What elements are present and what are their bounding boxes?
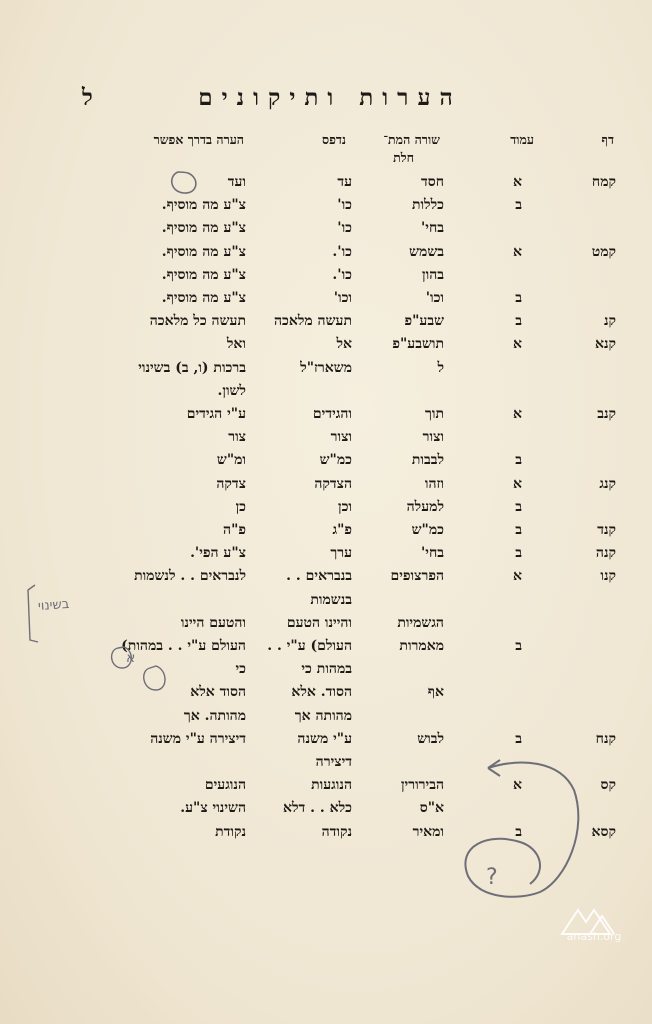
table-cell-note: העולם ע"י . . במהות) [121, 638, 246, 654]
table-cell-note: הסוד אלא [190, 684, 246, 701]
table-cell-line: בחי' [421, 220, 444, 237]
table-cell-amud: ב [515, 522, 522, 538]
table-cell-line: בחי' [421, 545, 444, 562]
table-cell-daf: קמח [591, 174, 616, 190]
table-cell-line: כמ"ש [411, 522, 444, 538]
table-cell-amud: א [513, 406, 522, 422]
table-cell-note: נקודת [215, 823, 246, 840]
table-cell-line: ומאיר [412, 823, 444, 840]
table-cell-line: חסד [421, 174, 444, 190]
table-cell-line: מאמרות [399, 638, 444, 654]
table-cell-printed: ע"י משנה [297, 730, 352, 747]
table-cell-note: צדקה [216, 475, 246, 492]
pencil-mark-letter: א [126, 650, 136, 666]
table-cell-note: צור [228, 429, 246, 446]
table-cell-printed: כו'. [332, 243, 352, 260]
table-cell-line: שבע"פ [404, 313, 444, 330]
table-cell-amud: א [513, 475, 522, 492]
table-cell-line: הפרצופים [390, 568, 444, 585]
table-cell-printed: כלא . . דלא [282, 800, 352, 817]
pencil-arrow-loop [465, 763, 578, 897]
arrow-head-icon [488, 760, 500, 776]
table-cell-amud: א [513, 174, 522, 190]
table-cell-daf: קס [600, 777, 616, 794]
column-header-daf: דף [601, 132, 614, 147]
table-cell-amud: ב [515, 452, 522, 469]
pencil-circle-mark [172, 172, 196, 193]
table-cell-daf: קנה [595, 545, 616, 562]
table-cell-printed: אל [336, 336, 352, 353]
table-cell-line: למעלה [406, 498, 444, 515]
table-cell-amud: ב [515, 638, 522, 654]
table-cell-printed: כו' [337, 197, 352, 214]
table-cell-printed: מהותה אך [294, 707, 352, 724]
column-header-note: הערה בדרך אפשר [153, 132, 244, 147]
table-cell-note: צ"ע מה מוסיף. [161, 220, 246, 237]
table-cell-note: דיצירה ע"י משנה [150, 730, 246, 747]
table-cell-line: וצור [422, 429, 444, 446]
pencil-margin-note: בשינוי [37, 596, 70, 615]
table-cell-amud: א [513, 243, 522, 260]
table-cell-line: וכו' [425, 290, 444, 306]
table-cell-amud: ב [515, 313, 522, 330]
table-cell-daf: קנב [597, 406, 616, 422]
table-cell-note: השינוי צ"ע. [180, 800, 246, 817]
table-cell-line: וזהו [424, 475, 444, 492]
table-cell-printed: בנשמות [310, 591, 352, 608]
table-cell-daf: קנו [600, 568, 616, 585]
table-cell-amud: ב [515, 545, 522, 562]
table-cell-printed: וצור [330, 429, 352, 446]
watermark-text: anash.org [566, 930, 622, 943]
table-cell-printed: נקודה [321, 823, 352, 840]
page-number-letter: ל [82, 84, 93, 111]
table-cell-amud: ב [515, 730, 522, 747]
table-cell-note: צ"ע מה מוסיף. [161, 197, 246, 214]
table-cell-daf: קנח [595, 730, 616, 747]
table-cell-printed: העולם) ע"י . . [267, 638, 352, 654]
table-cell-printed: במהות כי [301, 661, 352, 678]
table-cell-amud: ב [515, 290, 522, 306]
table-cell-printed: והגידים [312, 406, 352, 422]
table-cell-note: ברכות (ו, ב) בשינוי [138, 359, 246, 376]
table-cell-printed: עד [337, 174, 352, 190]
pencil-bracket [28, 585, 38, 642]
table-cell-printed: והיינו הטעם [286, 614, 352, 631]
table-cell-note: צ"ע מה מוסיף. [161, 243, 246, 260]
table-cell-note: צ"ע הפי'. [190, 545, 246, 562]
table-cell-line: הבירורין [400, 777, 444, 794]
table-cell-note: צ"ע מה מוסיף. [161, 290, 246, 306]
table-cell-printed: דיצירה [315, 754, 352, 770]
table-cell-printed: ערך [330, 545, 352, 562]
table-cell-line: כללות [411, 197, 444, 214]
table-cell-amud: א [513, 336, 522, 353]
table-cell-note: ומ"ש [216, 452, 246, 469]
table-cell-line: לבוש [417, 730, 444, 747]
table-cell-printed: משארז"ל [300, 359, 352, 376]
table-cell-line: בהון [422, 266, 444, 283]
table-cell-line: בשמש [409, 243, 444, 260]
table-cell-note: הנוגעים [204, 777, 246, 794]
table-cell-daf: קנ [603, 313, 616, 330]
table-cell-printed: תעשה מלאכה [273, 313, 352, 330]
table-cell-amud: א [513, 777, 522, 794]
table-cell-note: כן [235, 498, 246, 515]
table-cell-daf: קנד [597, 522, 616, 538]
column-header-line: שורה המת־ [383, 132, 440, 147]
page-title: הערות ותיקונים [198, 84, 462, 111]
table-cell-note: והטעם היינו [180, 614, 246, 631]
column-header-amud: עמוד [510, 132, 534, 147]
table-cell-daf: קנא [594, 336, 616, 353]
table-cell-note: פ"ה [223, 522, 246, 538]
table-cell-note: מהותה. אך [183, 707, 246, 724]
table-cell-printed: פ"ג [332, 522, 352, 538]
table-cell-note: כי [235, 661, 246, 678]
table-cell-note: צ"ע מה מוסיף. [161, 266, 246, 283]
table-cell-note: תעשה כל מלאכה [149, 313, 246, 330]
table-cell-note: ע"י הגידים [186, 406, 246, 422]
table-cell-line: א"ס [419, 800, 444, 817]
table-cell-note: ועד [227, 174, 246, 190]
table-cell-daf: קמט [591, 243, 616, 260]
table-cell-printed: וכן [338, 498, 352, 515]
table-cell-printed: כמ"ש [319, 452, 352, 469]
table-cell-daf: קסא [591, 823, 616, 840]
table-cell-daf: קנג [599, 475, 616, 492]
table-cell-line: ל [437, 359, 444, 376]
table-cell-printed: הצדקה [314, 475, 352, 492]
table-cell-amud: א [513, 568, 522, 585]
table-cell-line: תושבע"פ [392, 336, 444, 353]
table-cell-amud: ב [515, 823, 522, 840]
table-cell-printed: הנוגעות [311, 777, 352, 794]
table-cell-line: לבבות [411, 452, 444, 469]
table-cell-printed: וכו' [333, 290, 352, 306]
table-cell-printed: כו' [337, 220, 352, 237]
column-header-line-cont: חלת [393, 150, 414, 165]
table-cell-note: ואל [226, 336, 246, 353]
table-cell-printed: כו'. [332, 266, 352, 283]
table-cell-line: תוך [425, 406, 444, 422]
table-cell-printed: בנבראים . . [286, 568, 352, 585]
table-cell-amud: ב [515, 197, 522, 214]
pencil-circle-mark-3 [144, 666, 165, 690]
table-cell-printed: הסוד. אלא [291, 684, 352, 701]
table-cell-amud: ב [515, 498, 522, 515]
column-header-printed: נדפס [322, 132, 346, 147]
table-cell-note: לשון. [217, 382, 246, 399]
table-cell-note: לנבראים . . לנשמות [134, 568, 246, 585]
question-mark-icon: ? [486, 865, 498, 890]
table-cell-line: הגשמיות [397, 614, 444, 631]
table-cell-line: אף [427, 684, 444, 701]
